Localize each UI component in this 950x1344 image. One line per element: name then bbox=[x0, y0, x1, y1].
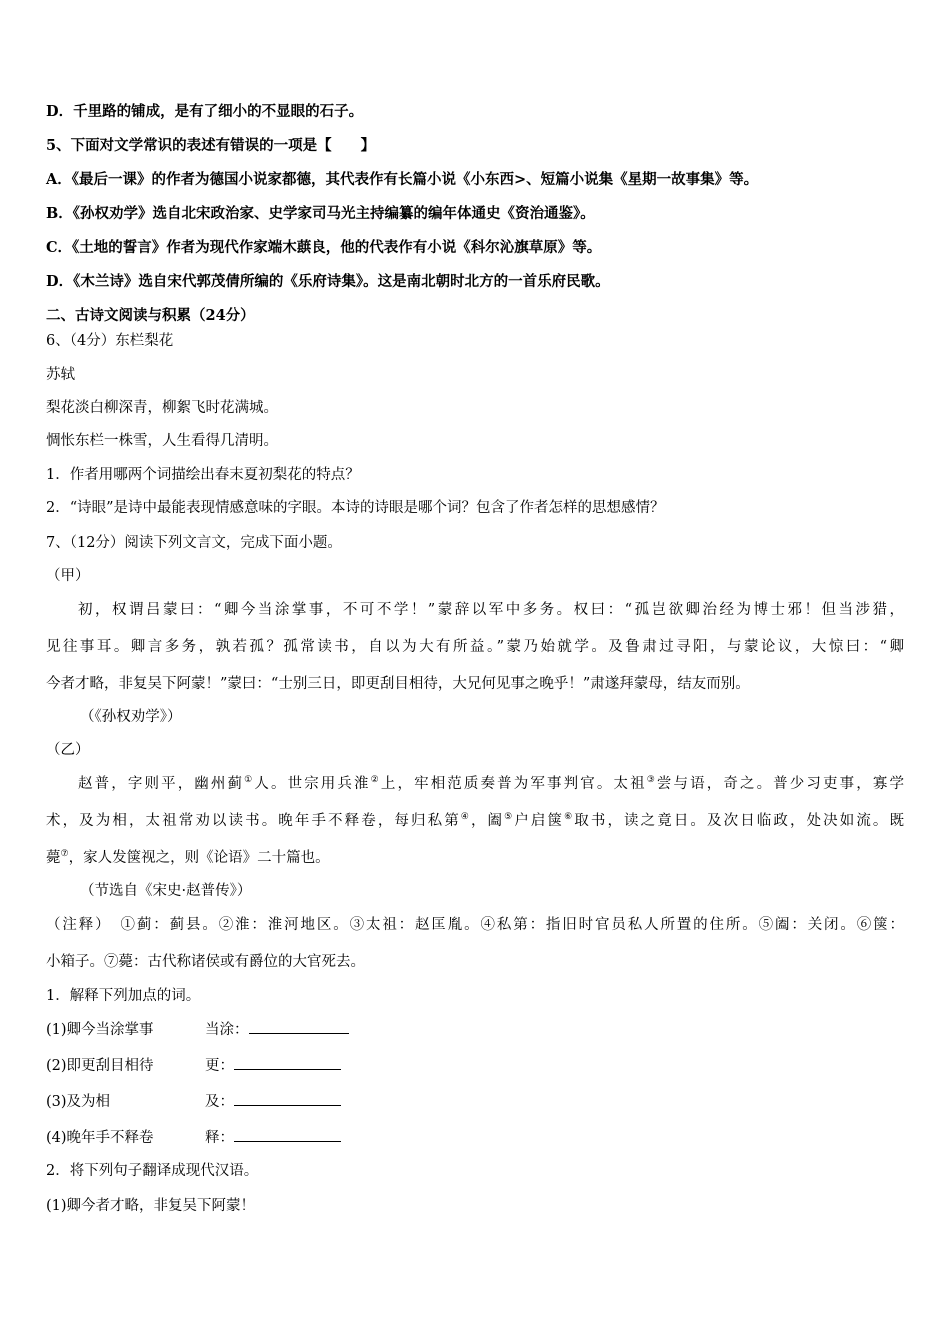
q7-sub1-item-4: (4)晚年手不释卷 释： bbox=[46, 1127, 341, 1148]
annotations-line-2: 小箱子。⑦薨：古代称诸侯或有爵位的大官死去。 bbox=[46, 954, 365, 970]
q6-question-1: 1．作者用哪两个词描绘出春末夏初梨花的特点？ bbox=[46, 467, 360, 483]
q6-title: 6、（4分）东栏梨花 bbox=[46, 333, 174, 349]
q7-title: 7、（12分）阅读下列文言文，完成下面小题。 bbox=[46, 535, 342, 551]
footnote-mark: ⑥ bbox=[564, 812, 575, 823]
q5-option-b: B．《孙权劝学》选自北宋政治家、史学家司马光主持编纂的编年体通史《资治通鉴》。 bbox=[46, 205, 595, 222]
answer-blank[interactable] bbox=[234, 1127, 341, 1142]
passage-jia-source: （《孙权劝学》） bbox=[80, 709, 182, 725]
passage-jia-line-2: 见往事耳。卿言多务，孰若孤？孤常读书，自以为大有所益。”蒙乃始就学。及鲁肃过寻阳，与蒙论议，大惊曰：“卿 bbox=[46, 639, 904, 655]
annotations-line-1: （注释） ①蓟：蓟县。②淮：淮河地区。③太祖：赵匡胤。④私第：指旧时官员私人所置的住所。⑤阖：关闭。⑥箧： bbox=[46, 917, 904, 933]
q7-sub1-stem: 1．解释下列加点的词。 bbox=[46, 988, 201, 1004]
passage-jia-line-1: 初，权谓吕蒙曰：“卿今当涂掌事，不可不学！”蒙辞以军中多务。权曰：“孤岂欲卿治经为博士邪！但当涉猎， bbox=[78, 602, 904, 618]
passage-yi-source: （节选自《宋史·赵普传》） bbox=[80, 883, 252, 899]
answer-blank[interactable] bbox=[234, 1091, 341, 1106]
footnote-mark: ① bbox=[244, 775, 255, 786]
q7-sub1-item-1: (1)卿今当涂掌事 当涂： bbox=[46, 1019, 349, 1040]
q5-option-d: D．《木兰诗》选自宋代郭茂倩所编的《乐府诗集》。这是南北朝时北方的一首乐府民歌。 bbox=[46, 273, 610, 290]
passage-jia-label: （甲） bbox=[46, 568, 90, 584]
q7-sub2-item-1: (1)卿今者才略，非复吴下阿蒙！ bbox=[46, 1198, 256, 1214]
passage-yi-label: （乙） bbox=[46, 742, 90, 758]
footnote-mark: ② bbox=[370, 775, 381, 786]
q7-sub1-item-3: (3)及为相 及： bbox=[46, 1091, 341, 1112]
footnote-mark: ④ bbox=[460, 812, 471, 823]
q5-stem: 5、下面对文学常识的表述有错误的一项是【 】 bbox=[46, 137, 376, 154]
q5-option-a: A．《最后一课》的作者为德国小说家都德，其代表作有长篇小说《小东西>、短篇小说集《星期一故事集》等。 bbox=[46, 171, 759, 188]
answer-blank[interactable] bbox=[234, 1055, 341, 1070]
q6-poem-line-2: 惆怅东栏一株雪，人生看得几清明。 bbox=[46, 433, 278, 449]
q6-question-2: 2．“诗眼”是诗中最能表现情感意味的字眼。本诗的诗眼是哪个词？包含了作者怎样的思想感情？ bbox=[46, 500, 665, 516]
q7-sub1-item-2: (2)即更刮目相待 更： bbox=[46, 1055, 341, 1076]
answer-blank[interactable] bbox=[249, 1019, 349, 1034]
q6-poem-line-1: 梨花淡白柳深青，柳絮飞时花满城。 bbox=[46, 400, 278, 416]
passage-jia-line-3: 今者才略，非复吴下阿蒙！”蒙曰：“士别三日，即更刮目相待，大兄何见事之晚乎！”肃遂拜蒙母，结友而别。 bbox=[46, 676, 750, 692]
passage-yi-line-3: 薨⑦，家人发箧视之，则《论语》二十篇也。 bbox=[46, 849, 330, 866]
footnote-mark: ⑦ bbox=[60, 849, 69, 860]
footnote-mark: ③ bbox=[646, 775, 657, 786]
q4-option-d: D．千里路的铺成，是有了细小的不显眼的石子。 bbox=[46, 103, 364, 120]
q7-sub2-stem: 2．将下列句子翻译成现代汉语。 bbox=[46, 1163, 259, 1179]
q5-option-c: C．《土地的誓言》作者为现代作家端木蕻良，他的代表作有小说《科尔沁旗草原》等。 bbox=[46, 239, 602, 256]
passage-yi-line-1: 赵普，字则平，幽州蓟①人。世宗用兵淮②上，牢相范质奏普为军事判官。太祖③尝与语，奇之。普少习吏事，寡学 bbox=[78, 775, 904, 792]
footnote-mark: ⑤ bbox=[504, 812, 515, 823]
passage-yi-line-2: 术，及为相，太祖常劝以读书。晚年手不释卷，每归私第④，阖⑤户启箧⑥取书，读之竟日。及次日临政，处决如流。既 bbox=[46, 812, 905, 829]
q6-author: 苏轼 bbox=[46, 367, 75, 383]
section-heading: 二、古诗文阅读与积累（24分） bbox=[46, 307, 255, 324]
